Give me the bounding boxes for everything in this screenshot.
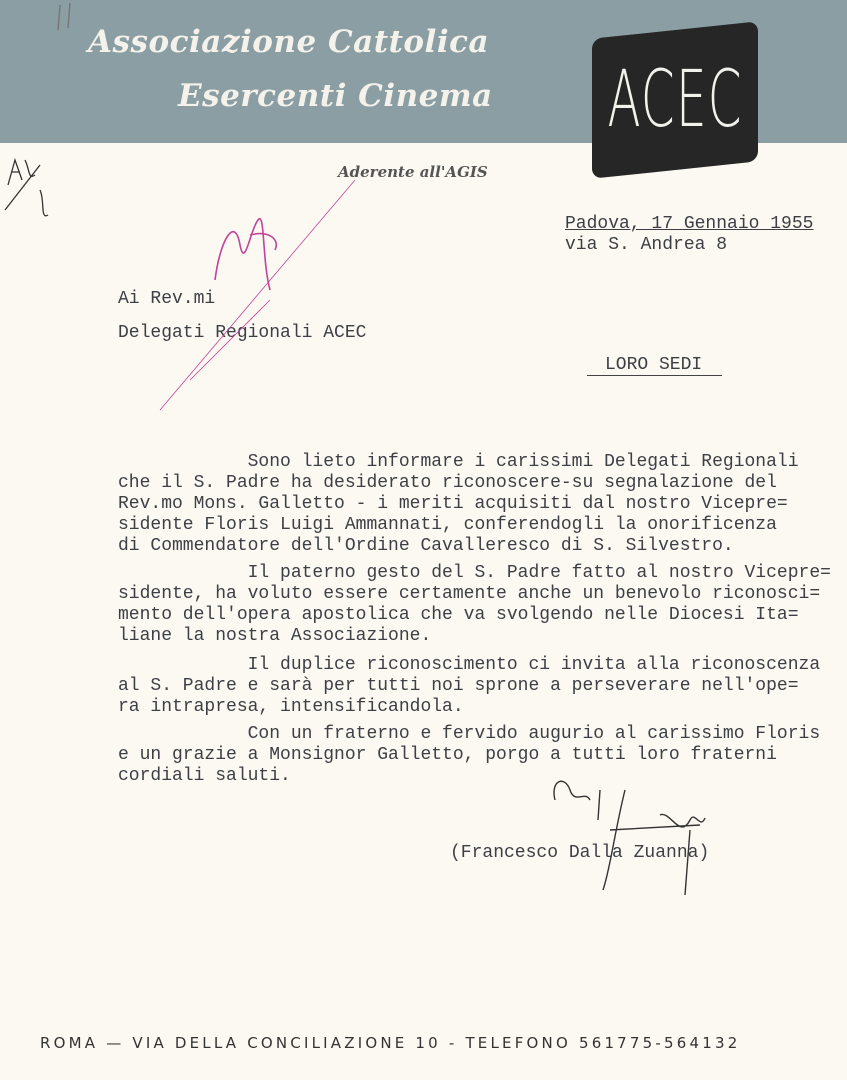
letterhead-title-line2: Esercenti Cinema: [178, 78, 493, 114]
place-date: Padova, 17 Gennaio 1955: [565, 214, 814, 234]
loro-sedi-underline: [587, 375, 722, 376]
logo-text: ACEC: [607, 54, 743, 145]
acec-logo: [592, 21, 758, 178]
recipient-line2: Delegati Regionali ACEC: [118, 323, 367, 343]
body-paragraph-4: Con un fraterno e fervido augurio al carissimo Floris e un grazie a Monsignor Galletto, porgo a tutti loro fraterni cordiali saluti.: [118, 724, 821, 786]
body-paragraph-1: Sono lieto informare i carissimi Delegati Regionali che il S. Padre ha desiderato riconoscere-su segnalazione del Rev.mo Mons. Galletto - i meriti acquisiti dal nostro Vicepre= sidente Floris Luigi Ammannati, conferendogli la onorificenza di Commendatore dell'Ordine Cavalleresco di S. Silvestro.: [118, 452, 799, 556]
signature-scrawl: [554, 781, 705, 895]
footer-address: ROMA — VIA DELLA CONCILIAZIONE 10 - TELEFONO 561775-564132: [40, 1034, 741, 1052]
signature-name: (Francesco Dalla Zuanna): [450, 843, 710, 863]
body-paragraph-3: Il duplice riconoscimento ci invita alla riconoscenza al S. Padre e sarà per tutti noi sprone a perseverare nell'ope= ra intrapresa, intensificandola.: [118, 655, 821, 717]
loro-sedi: LORO SEDI: [605, 355, 703, 375]
date-block: [565, 214, 813, 256]
body-paragraph-2: Il paterno gesto del S. Padre fatto al nostro Vicepre= sidente, ha voluto essere certamente anche un benevolo riconosci= mento dell'opera apostolica che va svolgendo nelle Diocesi Ita= liane la nostra Associazione.: [118, 563, 831, 646]
affiliation-text: Aderente all'AGIS: [338, 163, 488, 181]
sender-address: via S. Andrea 8: [565, 235, 728, 255]
margin-initials: [5, 160, 48, 216]
letterhead-title-line1: Associazione Cattolica: [88, 24, 490, 60]
recipient-line1: Ai Rev.mi: [118, 289, 216, 309]
